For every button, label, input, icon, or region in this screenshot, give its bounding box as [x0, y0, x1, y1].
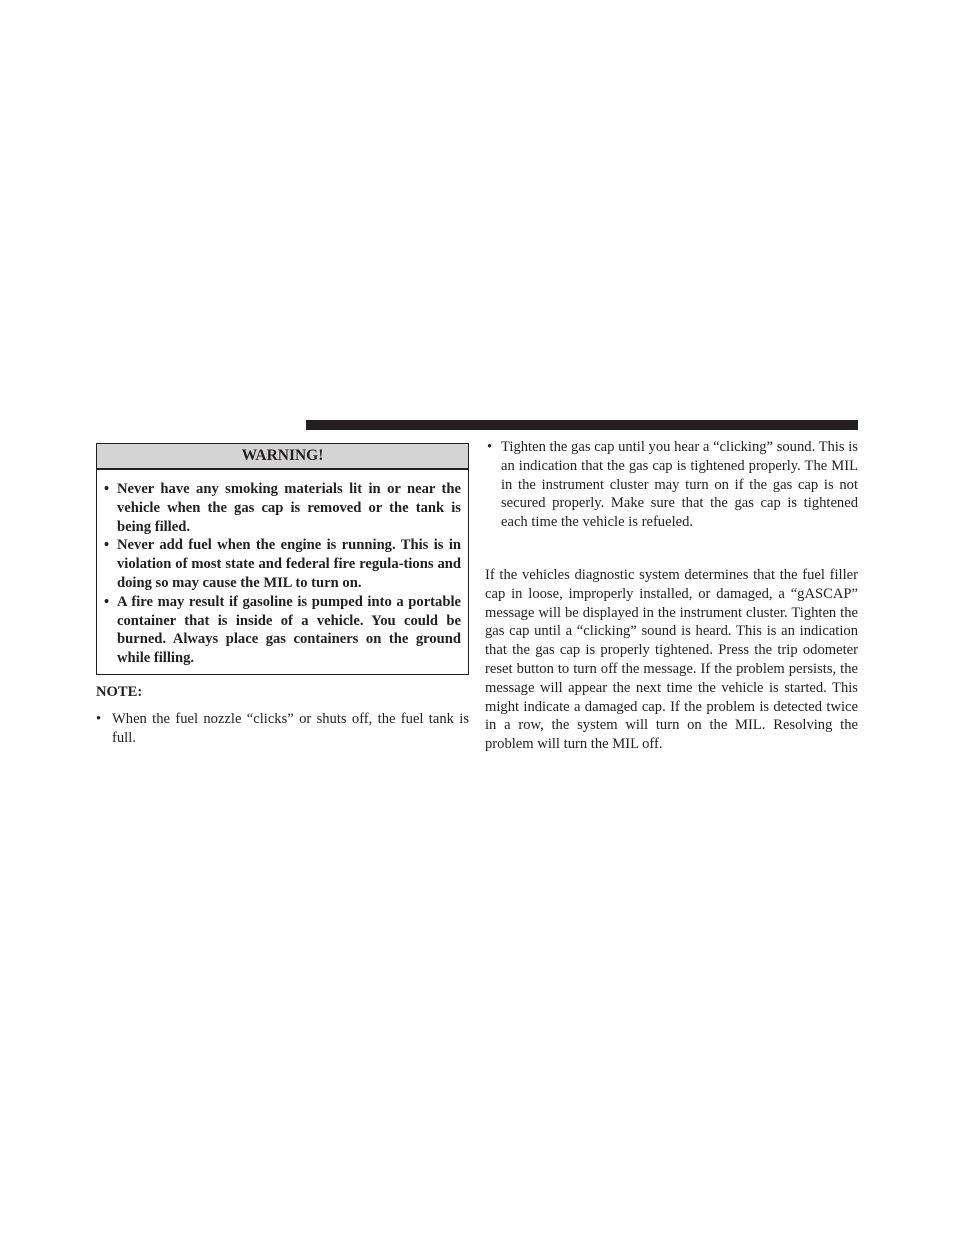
- warning-item: [104, 480, 461, 536]
- warning-item: [104, 536, 461, 592]
- bullet-icon: •: [96, 710, 102, 727]
- instruction-item: [485, 438, 858, 532]
- bullet-icon: •: [487, 439, 493, 455]
- warning-item: [104, 593, 461, 668]
- instruction-list: [485, 438, 858, 532]
- note-item: [96, 710, 469, 748]
- warning-item-text: Never have any smoking materials lit in or near the vehicle when the gas cap is removed or the tank is being filled.: [117, 481, 461, 535]
- warning-list: [97, 470, 468, 674]
- warning-item-text: A fire may result if gasoline is pumped into a portable container that is inside of a vehicle. You could be burned. Always place gas containers on the ground while filling.: [117, 593, 461, 667]
- bullet-icon: •: [104, 593, 110, 610]
- section-header-rule: [306, 420, 858, 430]
- warning-title: WARNING!: [97, 444, 468, 470]
- note-label: NOTE:: [96, 683, 143, 700]
- note-item-text: When the fuel nozzle “clicks” or shuts off, the fuel tank is full.: [112, 710, 469, 746]
- bullet-icon: •: [104, 537, 110, 554]
- gascap-message-paragraph: If the vehicles diagnostic system determines that the fuel filler cap in loose, improperly installed, or damaged, a “gASCAP” message will be displayed in the instrument cluster. Tighten the gas cap until a “clicking” sound is heard. This is an indication that the gas cap is properly tightened. Press the trip odometer reset button to turn off the message. If the problem persists, the message will appear the next time the vehicle is started. This might indicate a damaged cap. If the problem is detected twice in a row, the system will turn on the MIL. Resolving the problem will turn the MIL off.: [485, 566, 858, 753]
- bullet-icon: •: [104, 481, 110, 497]
- warning-box: [96, 443, 469, 675]
- left-column: [96, 443, 469, 747]
- right-column: [485, 438, 858, 754]
- instruction-item-text: Tighten the gas cap until you hear a “clicking” sound. This is an indication that the gas cap is tightened properly. The MIL in the instrument cluster may turn on if the gas cap is not secured properly. Make sure that the gas cap is tightened each time the vehicle is refueled.: [501, 439, 858, 531]
- note-list: [96, 710, 469, 748]
- warning-item-text: Never add fuel when the engine is running. This is in violation of most state and federal fire regula-tions and doing so may cause the MIL to turn on.: [117, 537, 461, 591]
